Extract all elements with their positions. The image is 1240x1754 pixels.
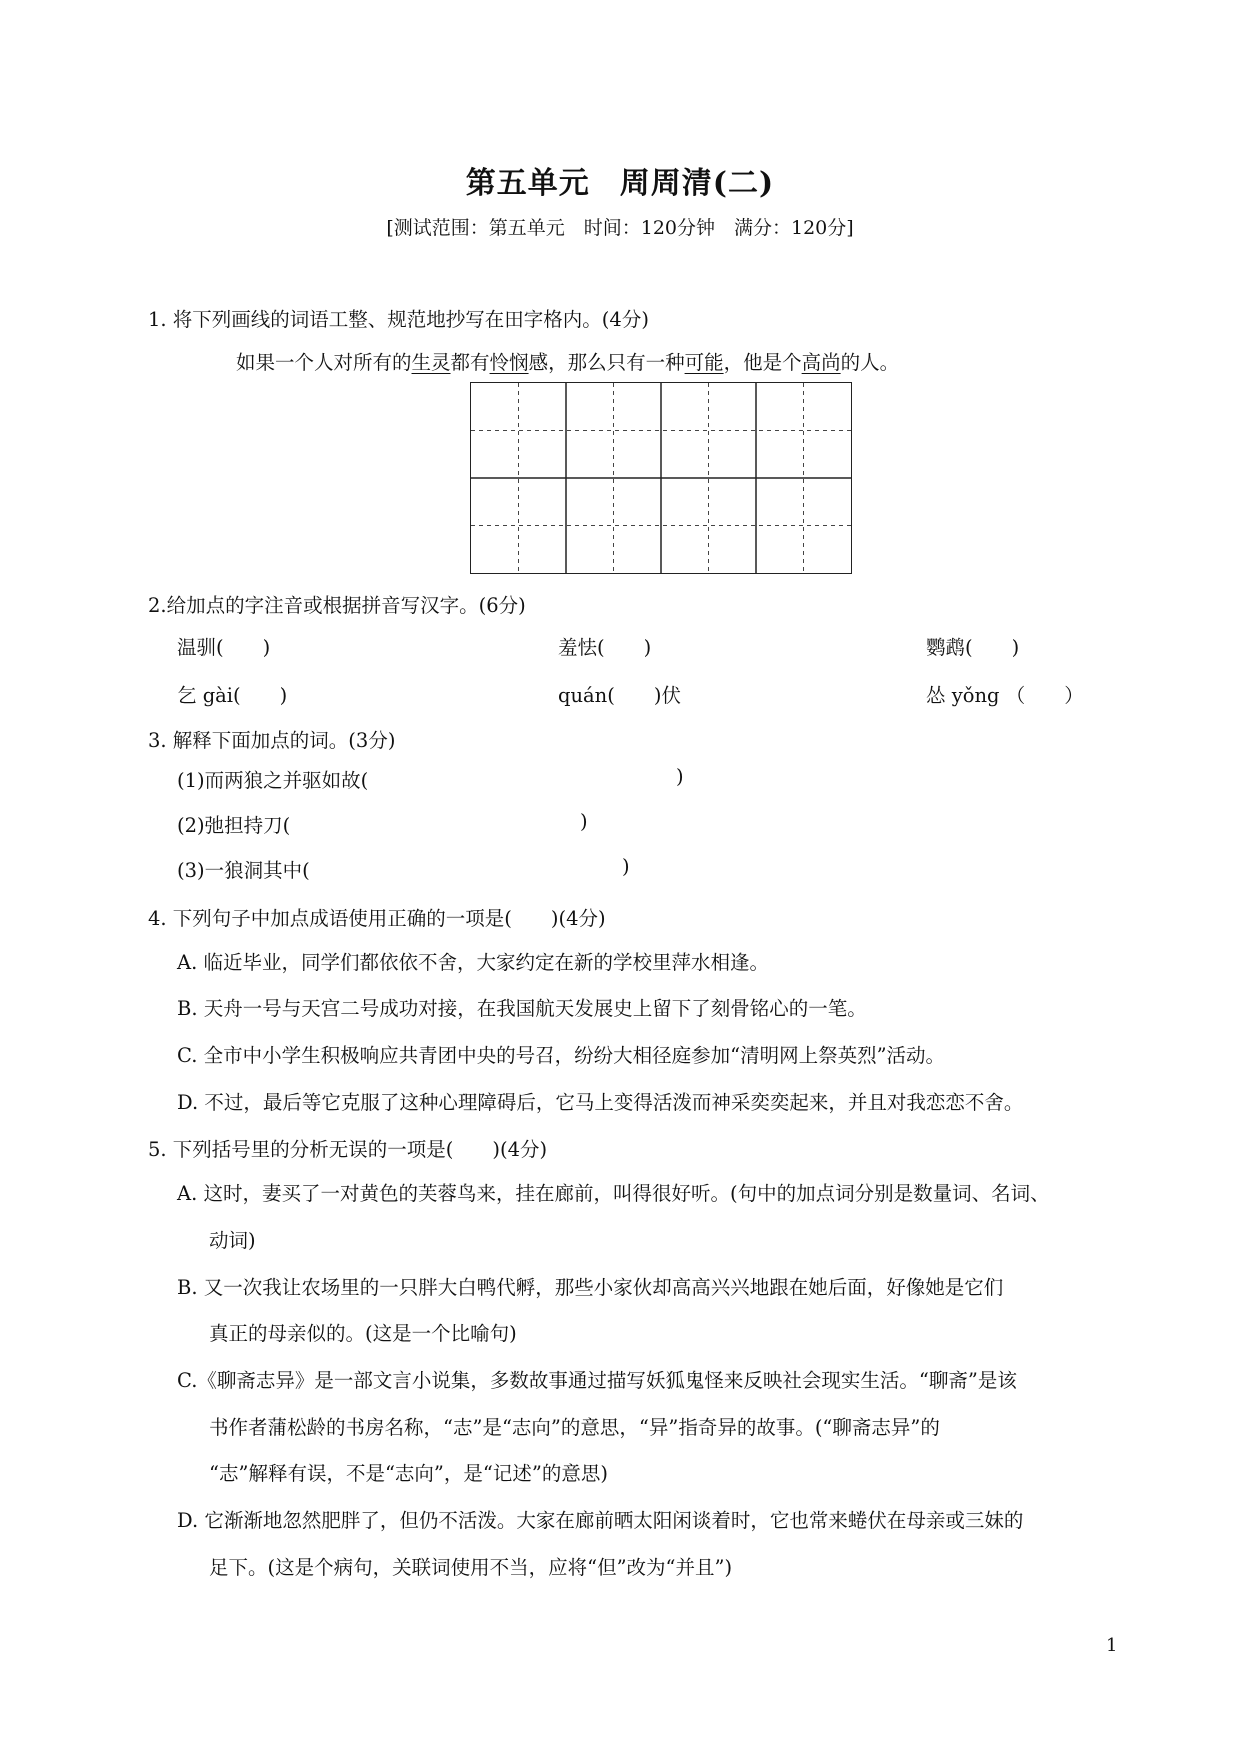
writing-grid[interactable] [470,382,852,574]
q4-prompt: 4. 下列句子中加点成语使用正确的一项是( )(4分) [148,907,606,930]
title-name: 周周清(二) [619,166,775,201]
q1-sentence: 如果一个人对所有的生灵都有怜悯感，那么只有一种可能，他是个高尚的人。 [236,351,900,374]
q2-item-2: 羞怯( ) [558,636,652,659]
q5-option-c-line2: 书作者蒲松龄的书房名称，“志”是“志向”的意思，“异”指奇异的故事。(“聊斋志异”的 [209,1416,940,1439]
q3-item-2: (2)弛担持刀( [177,814,291,837]
q5-option-c-line1: C.《聊斋志异》是一部文言小说集，多数故事通过描写妖狐鬼怪来反映社会现实生活。“聊斋”是该 [177,1369,1017,1392]
q2-item-6: 怂 yǒng （ ） [926,684,1084,707]
q5-option-d-line2: 足下。(这是个病句，关联词使用不当，应将“但”改为“并且”) [209,1556,733,1579]
q2-item-1: 温驯( ) [177,636,271,659]
test-info: [测试范围：第五单元 时间：120分钟 满分：120分] [386,217,854,239]
page-title [0,158,1240,202]
underlined-word: 可能 [684,351,724,374]
q3-item-3-close: ) [622,855,630,878]
q5-option-a-line2: 动词) [209,1229,256,1252]
q3-prompt: 3. 解释下面加点的词。(3分) [148,729,396,752]
q5-option-a-line1: A. 这时，妻买了一对黄色的芙蓉鸟来，挂在廊前，叫得很好听。(句中的加点词分别是数量词、名词、 [177,1182,1050,1205]
q5-option-c-line3: “志”解释有误，不是“志向”，是“记述”的意思) [209,1462,608,1485]
q5-prompt: 5. 下列括号里的分析无误的一项是( )(4分) [148,1138,548,1161]
q4-option-d: D. 不过，最后等它克服了这种心理障碍后，它马上变得活泼而神采奕奕起来，并且对我恋恋不舍。 [177,1091,1024,1114]
q3-item-2-close: ) [580,810,588,833]
q2-item-4: 乞 gài( ) [177,684,288,707]
q5-option-b-line2: 真正的母亲似的。(这是一个比喻句) [209,1322,517,1345]
grid-lines [471,383,851,573]
underlined-word: 生灵 [411,351,451,374]
q2-item-5: quán( )伏 [558,684,681,707]
q4-option-c: C. 全市中小学生积极响应共青团中央的号召，纷纷大相径庭参加“清明网上祭英烈”活动。 [177,1044,946,1067]
page-number: 1 [1106,1635,1118,1656]
title-unit: 第五单元 [465,166,590,201]
q4-option-a: A. 临近毕业，同学们都依依不舍，大家约定在新的学校里萍水相逢。 [177,951,769,974]
q2-prompt: 2.给加点的字注音或根据拼音写汉字。(6分) [148,594,526,617]
q3-item-1: (1)而两狼之并驱如故( [177,769,369,792]
q2-item-3: 鹦鹉( ) [926,636,1020,659]
q3-item-1-close: ) [676,765,684,788]
underlined-word: 怜悯 [489,351,529,374]
q4-option-b: B. 天舟一号与天宫二号成功对接，在我国航天发展史上留下了刻骨铭心的一笔。 [177,997,867,1020]
q5-option-d-line1: D. 它渐渐地忽然肥胖了，但仍不活泼。大家在廊前晒太阳闲谈着时，它也常来蜷伏在母亲或三妹的 [177,1509,1024,1532]
q3-item-3: (3)一狼洞其中( [177,859,310,882]
q5-option-b-line1: B. 又一次我让农场里的一只胖大白鸭代孵，那些小家伙却高高兴兴地跟在她后面，好像她是它们 [177,1276,1004,1299]
q1-prompt: 1. 将下列画线的词语工整、规范地抄写在田字格内。(4分) [148,308,649,331]
underlined-word: 高尚 [801,351,841,374]
